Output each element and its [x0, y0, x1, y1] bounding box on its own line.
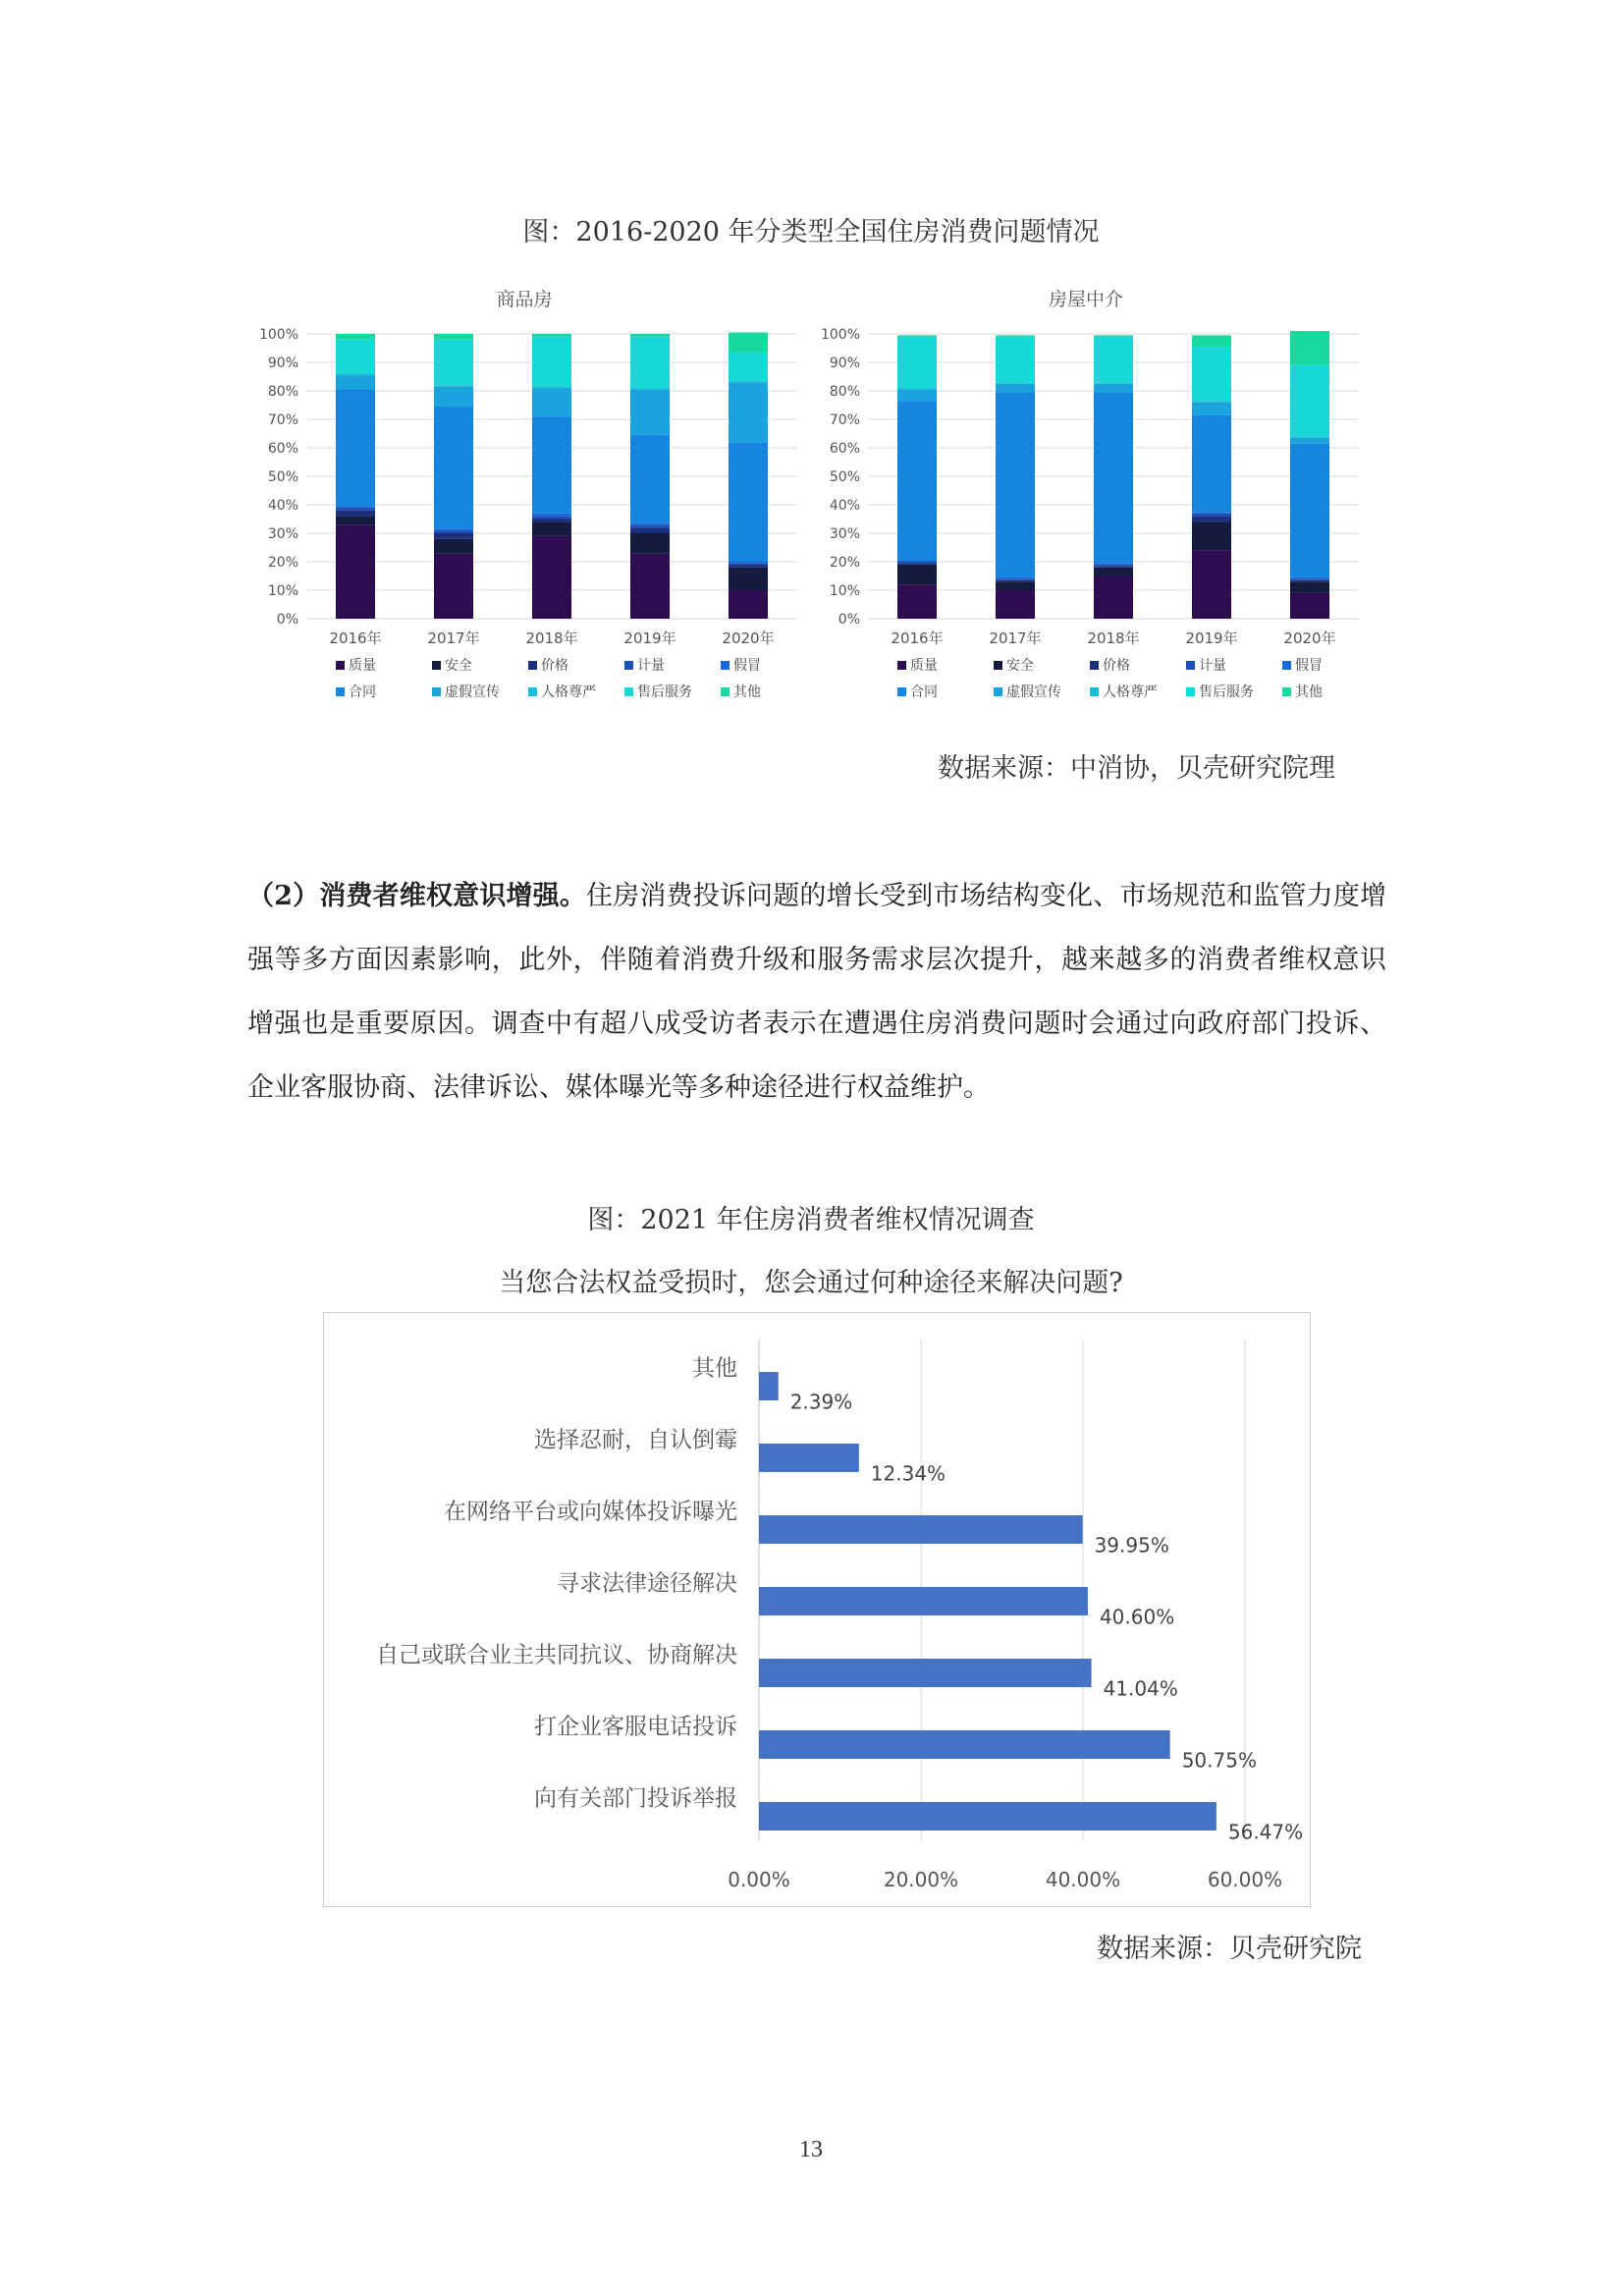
- y-tick-label: 20%: [829, 555, 860, 571]
- bar: [759, 1730, 1170, 1759]
- stacked-bar-segment: [897, 390, 937, 402]
- stacked-bar-segment: [996, 580, 1035, 581]
- stacked-bar-segment: [729, 333, 768, 353]
- legend-label: 质量: [910, 658, 938, 674]
- bar: [759, 1802, 1216, 1831]
- stacked-bar-segment: [1094, 335, 1133, 336]
- stacked-bar-segment: [532, 334, 571, 337]
- y-tick-label: 10%: [267, 583, 298, 599]
- stacked-bar-segment: [1094, 337, 1133, 382]
- stacked-bar-segment: [336, 524, 375, 619]
- stacked-bar-segment: [1094, 384, 1133, 393]
- y-tick-label: 30%: [829, 526, 860, 542]
- figure1-title: 图：2016-2020 年分类型全国住房消费问题情况: [522, 217, 1100, 247]
- stacked-bar-segment: [729, 381, 768, 382]
- stacked-bar-segment: [1192, 512, 1231, 513]
- stacked-bar-segment: [1192, 335, 1231, 347]
- legend-label: 安全: [1006, 658, 1034, 674]
- stacked-bar-segment: [532, 536, 571, 619]
- x-tick-label: 2016年: [329, 629, 382, 647]
- category-label: 自己或联合业主共同抗议、协商解决: [376, 1642, 737, 1668]
- y-tick-label: 50%: [267, 469, 298, 485]
- stacked-bar-segment: [336, 517, 375, 525]
- legend-swatch: [994, 661, 1002, 670]
- figure2-title: 图：2021 年住房消费者维权情况调查: [587, 1205, 1035, 1235]
- stacked-bar-segment: [1290, 331, 1329, 365]
- stacked-bar-segment: [897, 563, 937, 564]
- legend-swatch: [1282, 661, 1291, 670]
- stacked-bar-segment: [532, 517, 571, 519]
- x-tick-label: 2020年: [722, 629, 775, 647]
- stacked-bar-segment: [1192, 550, 1231, 619]
- stacked-bar-segment: [336, 511, 375, 517]
- x-tick-label: 2016年: [891, 629, 944, 647]
- x-tick-label: 2017年: [989, 629, 1042, 647]
- legend-label: 其他: [733, 684, 761, 700]
- legend-label: 假冒: [1295, 658, 1323, 674]
- stacked-bar-segment: [336, 340, 375, 374]
- stacked-bar-segment: [1290, 581, 1329, 593]
- x-tick-label: 20.00%: [883, 1868, 959, 1891]
- x-tick-label: 2017年: [427, 629, 480, 647]
- figure2-subtitle: 当您合法权益受损时，您会通过何种途径来解决问题?: [499, 1268, 1123, 1298]
- body-paragraph: [247, 864, 1386, 1120]
- y-tick-label: 80%: [829, 384, 860, 400]
- stacked-bar-segment: [1192, 401, 1231, 402]
- figure2-source: 数据来源：贝壳研究院: [1097, 1934, 1362, 1964]
- stacked-bar-segment: [1192, 521, 1231, 550]
- x-tick-label: 60.00%: [1207, 1868, 1283, 1891]
- stacked-bar-segment: [897, 565, 937, 584]
- legend-label: 质量: [349, 658, 376, 674]
- bar: [759, 1372, 779, 1400]
- stacked-bar-segment: [630, 553, 670, 619]
- legend-label: 其他: [1295, 684, 1323, 700]
- legend-label: 售后服务: [1199, 684, 1254, 700]
- stacked-bar-segment: [630, 388, 670, 389]
- category-label: 选择忍耐，自认倒霉: [534, 1427, 737, 1453]
- bar: [759, 1515, 1083, 1544]
- stacked-bar-segment: [996, 590, 1035, 619]
- x-tick-label: 40.00%: [1045, 1868, 1121, 1891]
- y-tick-label: 70%: [267, 412, 298, 428]
- category-label: 寻求法律途径解决: [557, 1570, 737, 1597]
- legend-swatch: [624, 661, 633, 670]
- x-tick-label: 0.00%: [728, 1868, 790, 1891]
- legend-swatch: [432, 687, 441, 696]
- legend-swatch: [1090, 661, 1099, 670]
- data-label: 40.60%: [1099, 1605, 1175, 1629]
- y-tick-label: 100%: [820, 327, 860, 343]
- stacked-bar-segment: [897, 335, 937, 336]
- y-tick-label: 10%: [829, 583, 860, 599]
- stacked-bar-segment: [336, 390, 375, 507]
- stacked-bar-segment: [1290, 580, 1329, 581]
- stacked-bar-segment: [729, 442, 768, 562]
- legend-label: 人格尊严: [1103, 684, 1158, 700]
- y-tick-label: 80%: [267, 384, 298, 400]
- legend-label: 计量: [637, 658, 665, 674]
- stacked-chart-housing-agency: [807, 273, 1377, 715]
- stacked-bar-segment: [729, 565, 768, 568]
- stacked-bar-segment: [434, 334, 473, 340]
- bar: [759, 1444, 859, 1472]
- stacked-bar-segment: [532, 388, 571, 416]
- stacked-bar-segment: [532, 416, 571, 514]
- legend-label: 虚假宣传: [1006, 684, 1061, 700]
- stacked-bar-segment: [532, 337, 571, 387]
- stacked-bar-segment: [1290, 593, 1329, 619]
- stacked-bar-segment: [1094, 568, 1133, 576]
- stacked-bar-segment: [1192, 347, 1231, 401]
- stacked-bar-segment: [1290, 444, 1329, 577]
- legend-label: 人格尊严: [541, 684, 596, 700]
- stacked-bar-segment: [996, 577, 1035, 578]
- category-label: 在网络平台或向媒体投诉曝光: [444, 1499, 737, 1525]
- stacked-bar-segment: [1192, 517, 1231, 522]
- stacked-bar-segment: [336, 374, 375, 375]
- y-tick-label: 0%: [276, 612, 298, 628]
- stacked-bar-segment: [996, 335, 1035, 336]
- stacked-bar-segment: [434, 387, 473, 407]
- legend-swatch: [336, 661, 345, 670]
- y-tick-label: 30%: [267, 526, 298, 542]
- stacked-bar-segment: [434, 385, 473, 386]
- stacked-bar-segment: [729, 590, 768, 619]
- stacked-bar-segment: [630, 337, 670, 388]
- y-tick-label: 50%: [829, 469, 860, 485]
- legend-swatch: [1282, 687, 1291, 696]
- y-tick-label: 40%: [267, 498, 298, 514]
- stacked-bar-segment: [434, 530, 473, 533]
- stacked-bar-segment: [630, 523, 670, 524]
- stacked-bar-segment: [532, 521, 571, 536]
- y-tick-label: 70%: [829, 412, 860, 428]
- stacked-bar-segment: [897, 401, 937, 560]
- stacked-bar-segment: [434, 533, 473, 539]
- stacked-bar-segment: [434, 553, 473, 619]
- stacked-bar-segment: [1094, 576, 1133, 620]
- stacked-bar-segment: [434, 340, 473, 385]
- stacked-bar-segment: [630, 390, 670, 435]
- legend-swatch: [528, 687, 537, 696]
- stacked-bar-segment: [996, 382, 1035, 383]
- legend-swatch: [1186, 661, 1195, 670]
- legend-swatch: [336, 687, 345, 696]
- stacked-bar-segment: [630, 334, 670, 337]
- stacked-bar-segment: [434, 529, 473, 530]
- stacked-bar-segment: [630, 524, 670, 527]
- stacked-bar-segment: [996, 578, 1035, 579]
- stacked-bar-segment: [532, 514, 571, 517]
- stacked-bar-segment: [630, 435, 670, 523]
- y-tick-label: 0%: [838, 612, 860, 628]
- stacked-bar-segment: [897, 584, 937, 619]
- y-tick-label: 90%: [829, 355, 860, 371]
- legend-swatch: [528, 661, 537, 670]
- category-label: 打企业客服电话投诉: [534, 1714, 737, 1740]
- y-tick-label: 60%: [267, 441, 298, 457]
- data-label: 2.39%: [789, 1390, 853, 1414]
- stacked-bar-segment: [434, 539, 473, 554]
- legend-swatch: [721, 687, 730, 696]
- paragraph-body: 住房消费投诉问题的增长受到市场结构变化、市场规范和监管力度增强等多方面因素影响，此外，伴随着消费升级和服务需求层次提升，越来越多的消费者维权意识增强也是重要原因。调查中有超八成受访者表示在遭遇住房消费问题时会通过向政府部门投诉、企业客服协商、法律诉讼、媒体曝光等多种途径进行权益维护。: [247, 881, 1386, 1103]
- data-label: 50.75%: [1181, 1748, 1257, 1773]
- stacked-bar-segment: [434, 407, 473, 529]
- y-tick-label: 90%: [267, 355, 298, 371]
- data-label: 39.95%: [1094, 1533, 1169, 1558]
- stacked-bar-segment: [897, 561, 937, 562]
- y-tick-label: 20%: [267, 555, 298, 571]
- stacked-bar-segment: [729, 563, 768, 564]
- stacked-bar-segment: [897, 562, 937, 563]
- stacked-bar-segment: [1094, 563, 1133, 564]
- stacked-bar-segment: [996, 581, 1035, 590]
- legend-swatch: [721, 661, 730, 670]
- stacked-chart-commercial-housing: [245, 273, 815, 715]
- legend-label: 合同: [910, 684, 938, 700]
- y-tick-label: 60%: [829, 441, 860, 457]
- stacked-bar-segment: [1290, 577, 1329, 578]
- legend-label: 计量: [1199, 658, 1226, 674]
- stacked-bar-segment: [336, 334, 375, 340]
- chart-title: 房屋中介: [1048, 289, 1124, 310]
- chart-title: 商品房: [496, 289, 553, 310]
- stacked-bar-segment: [996, 392, 1035, 577]
- stacked-bar-segment: [630, 527, 670, 533]
- stacked-bar-segment: [336, 375, 375, 390]
- y-tick-label: 40%: [829, 498, 860, 514]
- bar: [759, 1587, 1088, 1615]
- legend-swatch: [897, 661, 906, 670]
- legend-swatch: [624, 687, 633, 696]
- x-tick-label: 2019年: [623, 629, 676, 647]
- stacked-bar-segment: [996, 384, 1035, 393]
- stacked-bar-segment: [1094, 565, 1133, 566]
- x-tick-label: 2018年: [1087, 629, 1140, 647]
- legend-swatch: [1186, 687, 1195, 696]
- x-tick-label: 2020年: [1283, 629, 1336, 647]
- stacked-bar-segment: [729, 382, 768, 442]
- legend-label: 安全: [445, 658, 472, 674]
- stacked-bar-segment: [729, 562, 768, 563]
- stacked-bar-segment: [729, 568, 768, 590]
- legend-swatch: [994, 687, 1002, 696]
- stacked-bar-segment: [1094, 566, 1133, 567]
- stacked-bar-segment: [1290, 436, 1329, 437]
- paragraph-lead: （2）消费者维权意识增强。: [247, 881, 587, 911]
- legend-label: 价格: [541, 658, 568, 674]
- legend-swatch: [432, 661, 441, 670]
- stacked-bar-segment: [996, 337, 1035, 382]
- legend-swatch: [897, 687, 906, 696]
- stacked-bar-segment: [1192, 514, 1231, 517]
- stacked-bar-segment: [1290, 438, 1329, 444]
- category-label: 其他: [692, 1355, 737, 1382]
- stacked-bar-segment: [630, 533, 670, 553]
- page-number: 13: [799, 2137, 823, 2162]
- stacked-bar-segment: [1192, 415, 1231, 513]
- figure1-source: 数据来源：中消协，贝壳研究院理: [938, 753, 1335, 784]
- data-label: 41.04%: [1103, 1676, 1178, 1701]
- x-tick-label: 2018年: [525, 629, 578, 647]
- stacked-bar-segment: [532, 387, 571, 388]
- legend-label: 售后服务: [637, 684, 692, 700]
- horizontal-bar-chart-rights-survey: [323, 1312, 1311, 1907]
- category-label: 向有关部门投诉举报: [534, 1785, 737, 1812]
- stacked-bar-segment: [336, 506, 375, 507]
- stacked-bar-segment: [1290, 365, 1329, 437]
- legend-label: 合同: [349, 684, 376, 700]
- legend-label: 虚假宣传: [445, 684, 500, 700]
- stacked-bar-segment: [1094, 392, 1133, 563]
- data-label: 12.34%: [870, 1461, 946, 1486]
- stacked-bar-segment: [532, 519, 571, 522]
- bar: [759, 1659, 1092, 1687]
- stacked-bar-segment: [1192, 403, 1231, 415]
- stacked-bar-segment: [897, 388, 937, 389]
- legend-swatch: [1090, 687, 1099, 696]
- stacked-bar-segment: [897, 337, 937, 388]
- stacked-bar-segment: [729, 353, 768, 381]
- data-label: 56.47%: [1227, 1820, 1304, 1844]
- x-tick-label: 2019年: [1185, 629, 1238, 647]
- y-tick-label: 100%: [258, 327, 298, 343]
- legend-label: 价格: [1103, 658, 1130, 674]
- stacked-bar-segment: [1094, 382, 1133, 383]
- stacked-bar-segment: [336, 508, 375, 511]
- stacked-bar-segment: [1290, 578, 1329, 579]
- legend-label: 假冒: [733, 658, 761, 674]
